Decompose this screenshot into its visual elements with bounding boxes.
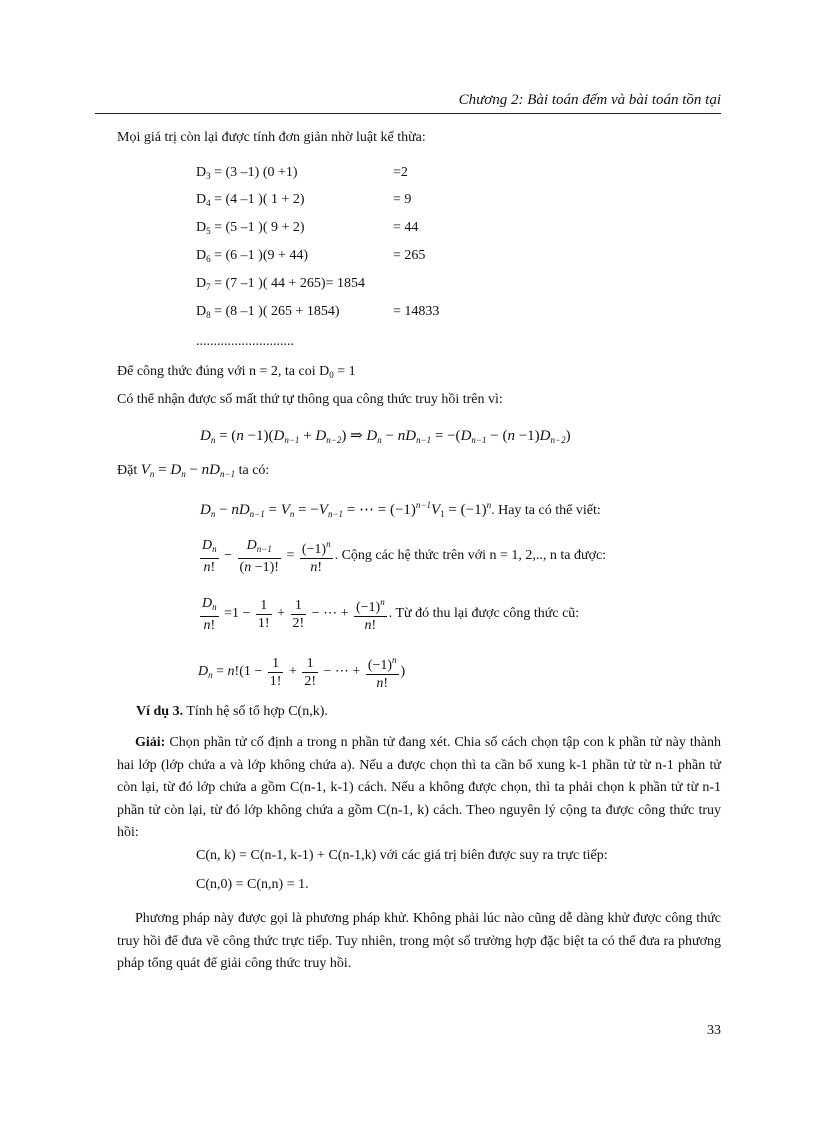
equation-series: $\frac{D_n}{n!}$ =1 − $\frac{1}{1!}$ + $\frac{1}{2!}$ − ⋯ + $\frac{(-1)^n}{n!}$ . Từ đó thu lại được công thức cũ: [202, 595, 580, 633]
d-row-3-result: =2 [393, 165, 408, 180]
recurrence-formula: C(n, k) = C(n-1, k-1) + C(n-1,k) với các giá trị biên được suy ra trực tiếp: [196, 848, 608, 863]
equation-v-chain: $D_n - nD_{n-1} = V_n = -V_{n-1}$ = ⋯ = $(-1)^{n-1}V_1 = (-1)^n$. Hay ta có thể viết: [200, 500, 601, 519]
d-row-6: $D_6 = (6$ –1 )(9 + 44) [196, 248, 309, 264]
d-row-7: $D_7 = (7$ –1 )( 44 + 265)= 1854 [196, 276, 365, 292]
equation-closed-form: $D_n = n!(1$ − $\frac{1}{1!}$ + $\frac{1}{2!}$ − ⋯ + $\frac{(-1)^n}{n!}$ ) [198, 652, 405, 692]
d-row-5-result: = 44 [393, 220, 419, 235]
d0-note: Để công thức đúng với n = 2, ta coi $D_0 = 1$ [117, 364, 356, 380]
d-row-8-result: = 14833 [393, 304, 440, 319]
substitution-line: Đặt $V_n = D_n - nD_{n-1}$ ta có: [117, 462, 270, 479]
page-number: 33 [707, 1023, 721, 1038]
d-row-3: $D_3 = (3$ –1) (0 +1) [196, 165, 298, 181]
chapter-header: Chương 2: Bài toán đếm và bài toán tồn tại [458, 92, 721, 108]
d-row-4: $D_4 = (4$ –1 )( 1 + 2) [196, 192, 305, 208]
header-rule [95, 113, 721, 114]
equation-fraction-diff: $\frac{D_n}{n!}$ − $\frac{D_{n-1}}{(n -1)!}$ = $\frac{(-1)^n}{n!}$ . Cộng các hệ thức trên với n = 1, 2,.., n ta được: [202, 537, 607, 575]
d-row-6-result: = 265 [393, 248, 426, 263]
intro-text: Mọi giá trị còn lại được tính đơn giản nhờ luật kế thừa: [117, 130, 426, 145]
equation-recurrence: $D_n = (n -1)(D_{n-1} + D_{n-2})$ ⇒ $D_n - nD_{n-1} = -(D_{n-1} - (n -1)D_{n-2})$ [200, 428, 571, 445]
d-row-8: $D_8 = (8$ –1 )( 265 + 1854) [196, 304, 340, 320]
permutation-note: Có thể nhận được số mất thứ tự thông qua công thức truy hồi trên vì: [117, 392, 503, 407]
solution-paragraph: Giải: Chọn phần tử cố định a trong n phần tử đang xét. Chia số cách chọn tập con k phần tử này thành hai lớp (lớp chứa a và lớp không chứa a). Nếu a được chọn thì ta cần bổ xung k-1 phần tử từ n-1 phần tử còn lại, từ đó lớp chứa a gồm C(n-1, k-1) cách. Nếu a không được chọn, thì ta phải chọn k phần tử từ n-1 phần tử còn lại, từ đó lớp không chứa a gồm C(n-1, k) cách. Theo nguyên lý cộng ta được công thức truy hồi: [117, 735, 721, 840]
d-row-5: $D_5 = (5$ –1 )( 9 + 2) [196, 220, 305, 236]
example-heading: Ví dụ 3. Tính hệ số tổ hợp C(n,k). [136, 704, 328, 719]
continuation-dots: ............................ [196, 334, 294, 349]
boundary-values: C(n,0) = C(n,n) = 1. [196, 877, 309, 892]
d-row-4-result: = 9 [393, 192, 412, 207]
closing-paragraph: Phương pháp này được gọi là phương pháp khử. Không phải lúc nào cũng dễ dàng khử được công thức truy hồi để đưa về công thức trực tiếp. Tuy nhiên, trong một số trường hợp đặc biệt ta có thể đưa ra phương pháp tổng quát để giải công thức truy hồi. [117, 911, 721, 971]
